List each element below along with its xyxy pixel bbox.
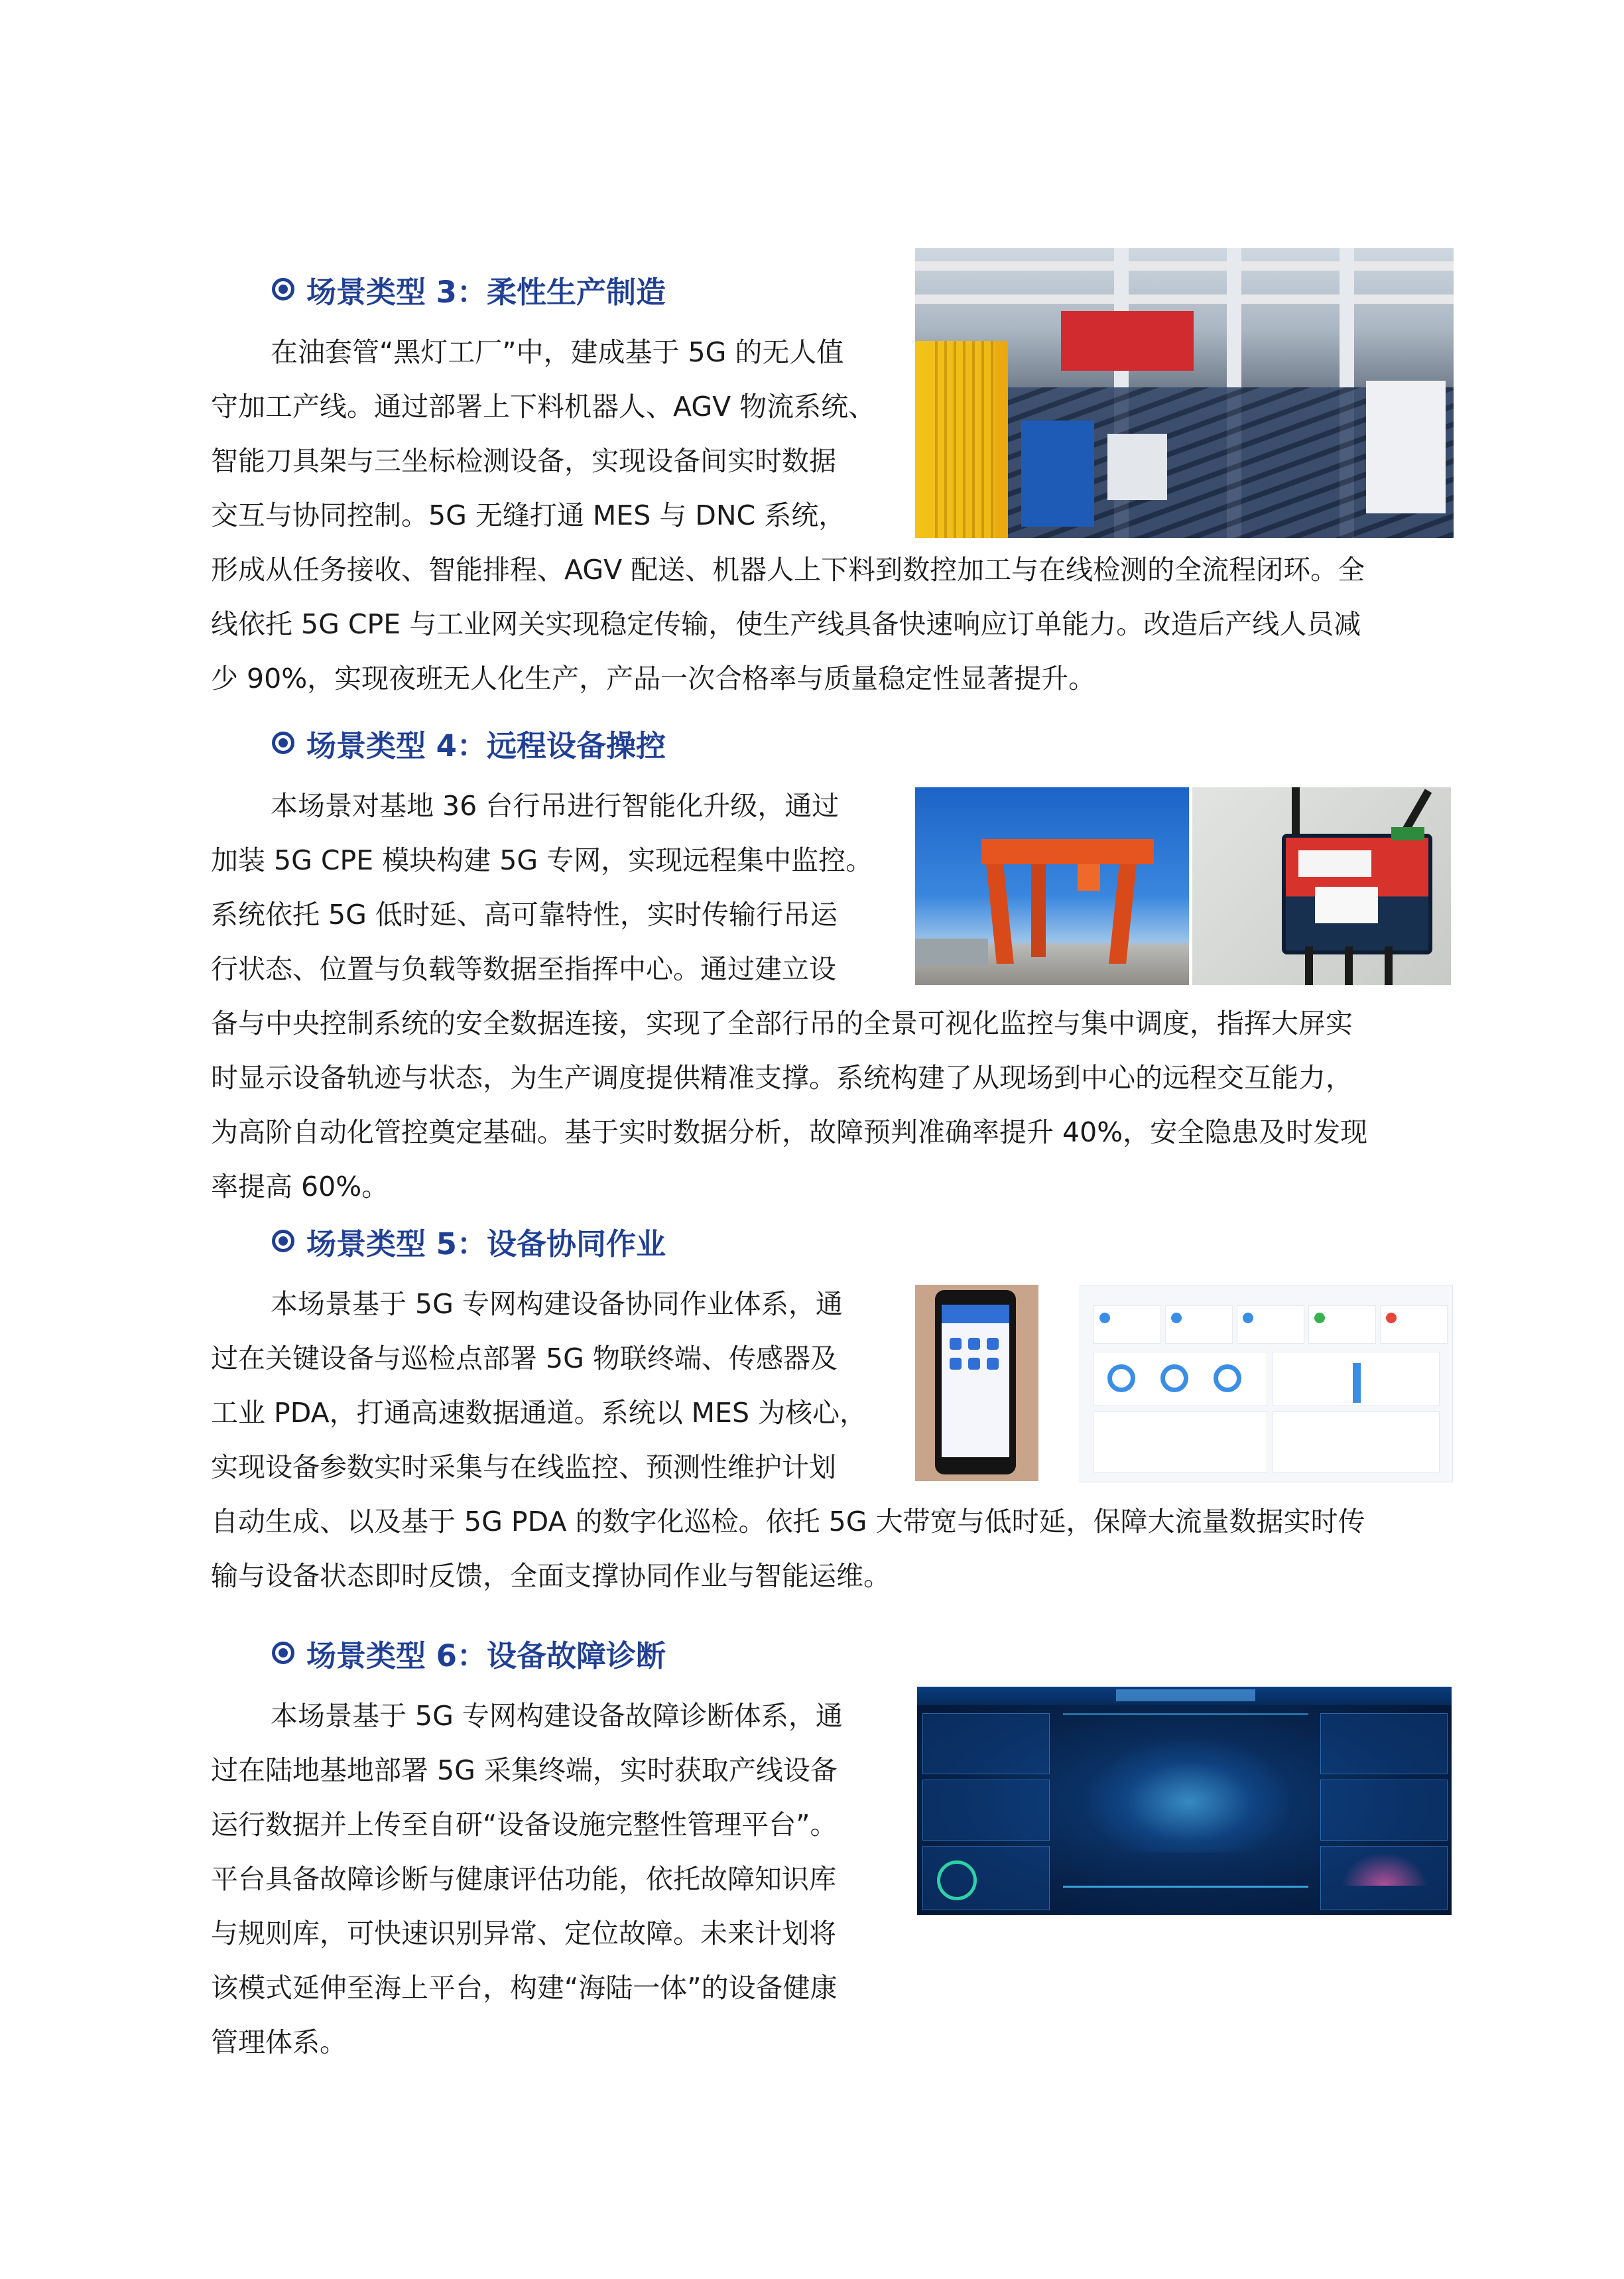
text-line: 工业 PDA，打通高速数据通道。系统以 MES 为核心， — [211, 1397, 867, 1429]
text-line: 率提高 60%。 — [211, 1171, 389, 1203]
section-3-heading — [272, 263, 666, 316]
factory-production-line-photo — [915, 248, 1454, 538]
text-line: 形成从任务接收、智能排程、AGV 配送、机器人上下料到数控加工与在线检测的全流程闭环。全 — [211, 554, 1365, 586]
text-line: 在油套管“黑灯工厂”中，建成基于 5G 的无人值 — [271, 336, 844, 368]
text-line: 过在陆地基地部署 5G 采集终端，实时获取产线设备 — [211, 1754, 838, 1786]
text-line: 本场景基于 5G 专网构建设备故障诊断体系，通 — [271, 1700, 843, 1732]
5g-cpe-module-photo — [1192, 787, 1451, 985]
text-line: 交互与协同控制。5G 无缝打通 MES 与 DNC 系统， — [211, 499, 846, 531]
text-line: 本场景对基地 36 台行吊进行智能化升级，通过 — [271, 790, 840, 822]
circle-dot-icon — [272, 278, 294, 300]
text-line: 时显示设备轨迹与状态，为生产调度提供精准支撑。系统构建了从现场到中心的远程交互能力， — [211, 1062, 1353, 1094]
pda-phone-photo — [915, 1285, 1038, 1481]
text-line: 系统依托 5G 低时延、高可靠特性，实时传输行吊运 — [211, 899, 838, 931]
text-line: 守加工产线。通过部署上下料机器人、AGV 物流系统、 — [211, 391, 876, 423]
text-line: 本场景基于 5G 专网构建设备协同作业体系，通 — [271, 1288, 843, 1320]
text-line: 平台具备故障诊断与健康评估功能，依托故障知识库 — [211, 1863, 836, 1895]
section-6-body — [211, 1689, 843, 2069]
section-6-heading — [272, 1626, 666, 1679]
text-line: 智能刀具架与三坐标检测设备，实现设备间实时数据 — [211, 445, 836, 477]
text-line: 该模式延伸至海上平台，构建“海陆一体”的设备健康 — [211, 1972, 838, 2004]
circle-dot-icon — [272, 732, 294, 754]
section-6-title: 场景类型 6：设备故障诊断 — [306, 1638, 666, 1673]
text-line: 运行数据并上传至自研“设备设施完整性管理平台”。 — [211, 1809, 838, 1841]
gantry-crane-photo — [915, 787, 1189, 985]
text-line: 与规则库，可快速识别异常、定位故障。未来计划将 — [211, 1918, 836, 1949]
section-4-heading — [272, 716, 666, 769]
circle-dot-icon — [272, 1230, 294, 1252]
text-line: 加装 5G CPE 模块构建 5G 专网，实现远程集中监控。 — [211, 844, 873, 876]
text-line: 为高阶自动化管控奠定基础。基于实时数据分析，故障预判准确率提升 40%，安全隐患及时发现 — [211, 1116, 1368, 1148]
section-5-title: 场景类型 5：设备协同作业 — [306, 1226, 666, 1262]
text-line: 线依托 5G CPE 与工业网关实现稳定传输，使生产线具备快速响应订单能力。改造后产线人员减 — [211, 608, 1361, 640]
mes-dashboard-screenshot — [1080, 1285, 1453, 1482]
text-line: 备与中央控制系统的安全数据连接，实现了全部行吊的全景可视化监控与集中调度，指挥大屏实 — [211, 1008, 1353, 1039]
section-5-heading — [272, 1214, 666, 1268]
text-line: 管理体系。 — [211, 2026, 347, 2058]
text-line: 自动生成、以及基于 5G PDA 的数字化巡检。依托 5G 大带宽与低时延，保障大流量数据实时传 — [211, 1506, 1365, 1537]
text-line: 过在关键设备与巡检点部署 5G 物联终端、传感器及 — [211, 1342, 838, 1374]
text-line: 输与设备状态即时反馈，全面支撑协同作业与智能运维。 — [211, 1560, 891, 1592]
integrity-management-platform-screenshot — [917, 1687, 1452, 1915]
text-line: 少 90%，实现夜班无人化生产，产品一次合格率与质量稳定性显著提升。 — [211, 663, 1096, 694]
section-3-title: 场景类型 3：柔性生产制造 — [306, 274, 666, 310]
section-4-title: 场景类型 4：远程设备操控 — [306, 728, 666, 763]
text-line: 实现设备参数实时采集与在线监控、预测性维护计划 — [211, 1451, 836, 1483]
text-line: 行状态、位置与负载等数据至指挥中心。通过建立设 — [211, 953, 836, 985]
circle-dot-icon — [272, 1642, 294, 1664]
